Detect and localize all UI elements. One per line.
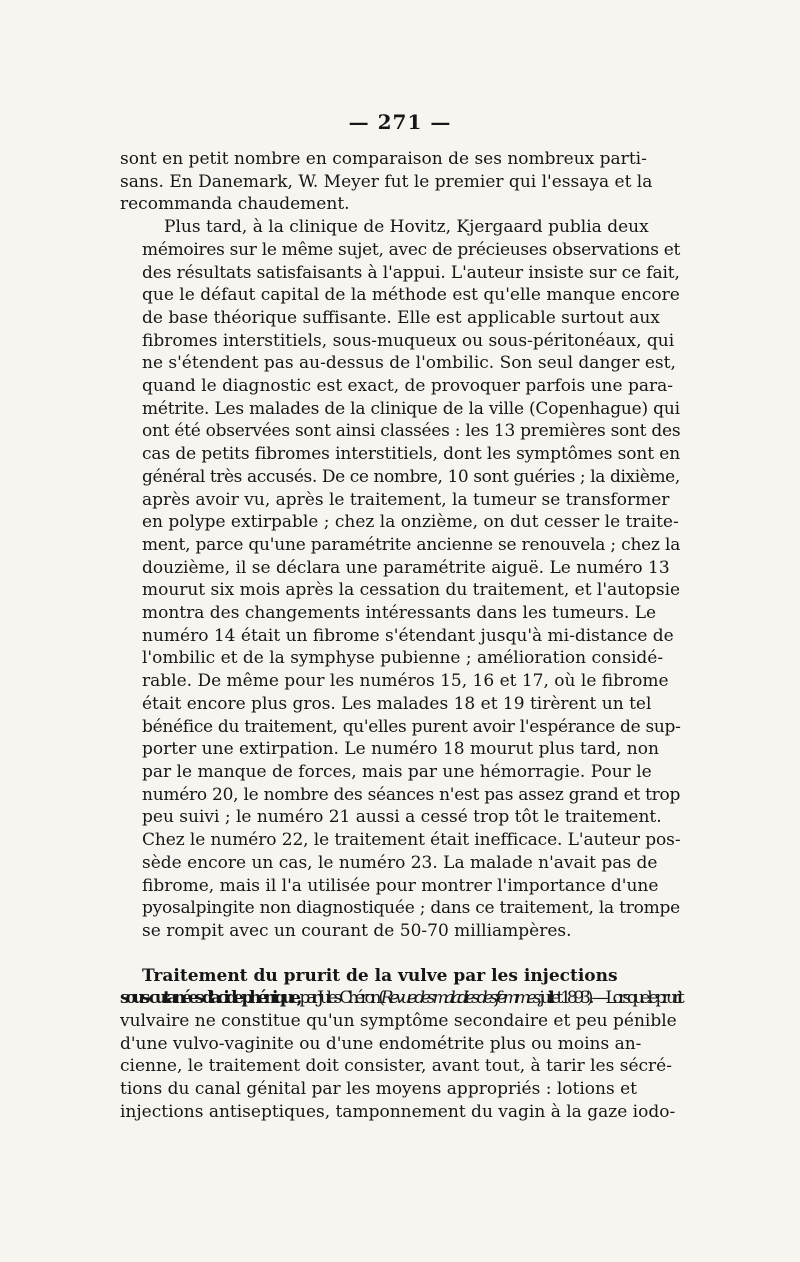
text-line: par le manque de forces, mais par une hémorragie. Pour le bbox=[142, 761, 652, 782]
text-line: injections antiseptiques, tamponnement du vagin à la gaze iodo- bbox=[120, 1101, 676, 1122]
text-line: mourut six mois après la cessation du traitement, et l'autopsie bbox=[142, 580, 681, 601]
text-line: vulvaire ne constitue qu'un symptôme secondaire et peu pénible bbox=[120, 1011, 677, 1032]
text-line: après avoir vu, après le traitement, la tumeur se transformer bbox=[142, 489, 670, 510]
text-line: général très accusés. De ce nombre, 10 sont guéries ; la dixième, bbox=[142, 466, 680, 487]
text-line: mémoires sur le même sujet, avec de précieuses observations et bbox=[142, 239, 681, 260]
text-line: sède encore un cas, le numéro 23. La malade n'avait pas de bbox=[142, 852, 658, 873]
paragraph bbox=[120, 148, 680, 216]
text-line: que le défaut capital de la méthode est qu'elle manque encore bbox=[142, 285, 680, 306]
text-line: porter une extirpation. Le numéro 18 mourut plus tard, non bbox=[142, 739, 659, 760]
text-line: douzième, il se déclara une paramétrite aiguë. Le numéro 13 bbox=[142, 557, 670, 578]
text-line: ont été observées sont ainsi classées : les 13 premières sont des bbox=[142, 421, 681, 442]
text-line: métrite. Les malades de la clinique de la ville (Copenhague) qui bbox=[142, 398, 680, 419]
text-line: ment, parce qu'une paramétrite ancienne se renouvela ; chez la bbox=[142, 534, 681, 555]
text-line: des résultats satisfaisants à l'appui. L'auteur insiste sur ce fait, bbox=[142, 262, 680, 283]
text-line: d'une vulvo-vaginite ou d'une endométrite plus ou moins an- bbox=[120, 1033, 642, 1054]
page-number: — 271 — bbox=[348, 110, 452, 134]
text-line: sont en petit nombre en comparaison de ses nombreux parti- bbox=[120, 149, 647, 169]
text-line: cas de petits fibromes interstitiels, dont les symptômes sont en bbox=[142, 444, 681, 465]
journal-title: Revue des maladies des femmes bbox=[380, 988, 537, 1009]
text-line: l'ombilic et de la symphyse pubienne ; amélioration considé- bbox=[142, 648, 664, 669]
text-line: fibrome, mais il l'a utilisée pour montrer l'importance d'une bbox=[142, 875, 659, 896]
section-title-line-1: Traitement du prurit de la vulve par les injections bbox=[142, 965, 618, 986]
text-line: se rompit avec un courant de 50-70 milliampères. bbox=[142, 920, 572, 941]
book-page bbox=[120, 110, 680, 1124]
text-line: quand le diagnostic est exact, de provoquer parfois une para- bbox=[142, 376, 673, 397]
text-line: numéro 20, le nombre des séances n'est pas assez grand et trop bbox=[142, 784, 681, 805]
text-line: de base théorique suffisante. Elle est applicable surtout aux bbox=[142, 307, 660, 328]
text-line: recommanda chaudement. bbox=[120, 194, 350, 215]
text-line: bénéfice du traitement, qu'elles purent avoir l'espérance de sup- bbox=[142, 716, 681, 737]
text-line: numéro 14 était un fibrome s'étendant jusqu'à mi-distance de bbox=[142, 625, 674, 646]
paragraph bbox=[120, 216, 680, 943]
text-line: en polype extirpable ; chez la onzième, on dut cesser le traite- bbox=[142, 512, 679, 533]
text-line: Chez le numéro 22, le traitement était inefficace. L'auteur pos- bbox=[142, 830, 681, 851]
text-line: tions du canal génital par les moyens appropriés : lotions et bbox=[120, 1079, 637, 1100]
text-line: peu suivi ; le numéro 21 aussi a cessé trop tôt le traitement. bbox=[142, 807, 662, 828]
text-line: était encore plus gros. Les malades 18 et 19 tirèrent un tel bbox=[142, 693, 652, 714]
text-line: ne s'étendent pas au-dessus de l'ombilic. Son seul danger est, bbox=[142, 353, 676, 374]
body-text bbox=[120, 148, 680, 943]
text-line: sans. En Danemark, W. Meyer fut le premier qui l'essaya et la bbox=[120, 171, 653, 192]
text-line: rable. De même pour les numéros 15, 16 et 17, où le fibrome bbox=[142, 671, 669, 692]
text-line: cienne, le traitement doit consister, avant tout, à tarir les sécré- bbox=[120, 1056, 672, 1077]
text-line: fibromes interstitiels, sous-muqueux ou sous-péritonéaux, qui bbox=[142, 330, 675, 351]
text-line: montra des changements intéressants dans les tumeurs. Le bbox=[142, 603, 657, 624]
text-line: pyosalpingite non diagnostiquée ; dans ce traitement, la trompe bbox=[142, 898, 680, 919]
section-title-line-2: sous-cutanées d'acide phénique, par Jules Chéron (Revue des maladies des femmes, juillet 1893). — Lorsque le prurit bbox=[120, 988, 681, 1009]
section-entry bbox=[120, 965, 680, 1124]
section-body bbox=[120, 1010, 680, 1124]
text-line: Plus tard, à la clinique de Hovitz, Kjergaard publia deux bbox=[164, 217, 649, 238]
